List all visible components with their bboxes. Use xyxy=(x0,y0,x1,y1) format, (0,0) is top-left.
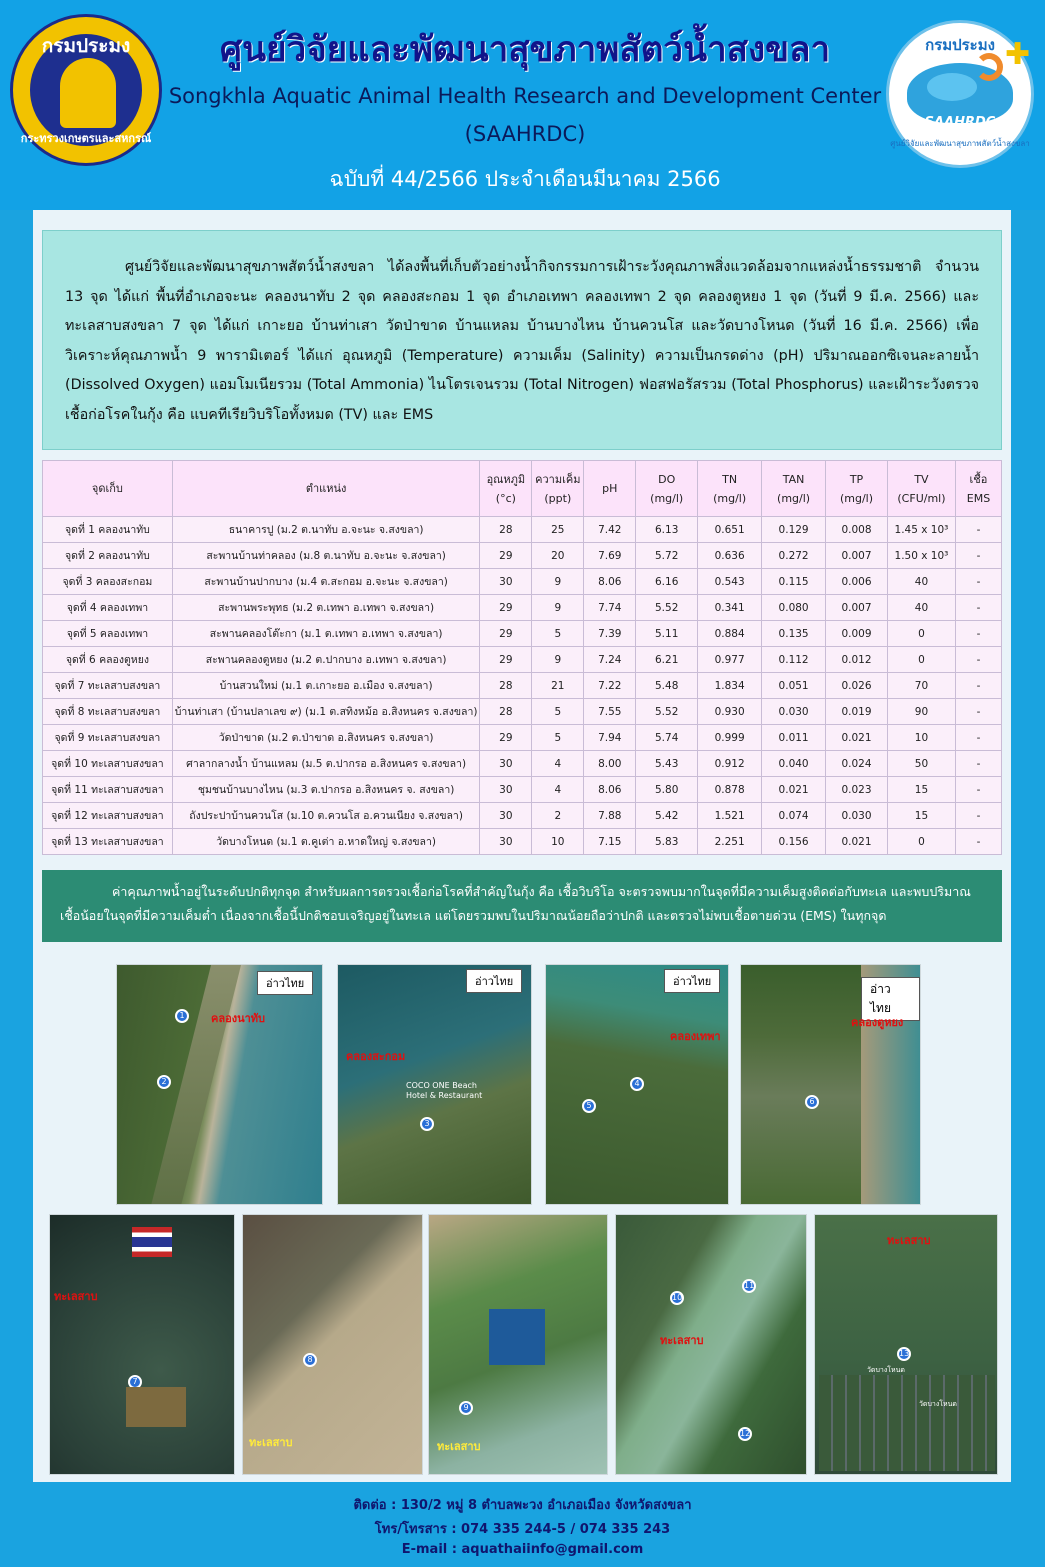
cell-location: ศาลากลางน้ำ บ้านแหลม (ม.5 ต.ปากรอ อ.สิงหนคร จ.สงขลา) xyxy=(172,751,480,777)
cell-ph: 7.55 xyxy=(584,699,636,725)
cell-location: สะพานคลองโต๊ะกา (ม.1 ต.เทพา อ.เทพา จ.สงขลา) xyxy=(172,621,480,647)
gulf-label-3: อ่าวไทย xyxy=(664,969,720,993)
saahrdc-logo xyxy=(886,20,1034,168)
cell-sal: 25 xyxy=(532,517,584,543)
map-khlong-thepha xyxy=(545,964,729,1205)
cell-do: 5.42 xyxy=(636,803,698,829)
site-13-pin: 13 xyxy=(897,1347,911,1361)
cell-tn: 0.878 xyxy=(698,777,762,803)
cell-do: 5.74 xyxy=(636,725,698,751)
cell-sal: 4 xyxy=(532,777,584,803)
cell-tp: 0.009 xyxy=(826,621,888,647)
cell-ph: 7.88 xyxy=(584,803,636,829)
header-temp: อุณหภูมิ (°c) xyxy=(480,461,532,517)
cell-do: 6.21 xyxy=(636,647,698,673)
cell-temp: 30 xyxy=(480,751,532,777)
cell-tn: 0.651 xyxy=(698,517,762,543)
header xyxy=(0,0,1045,210)
cell-location: ชุมชนบ้านบางไหน (ม.3 ต.ปากรอ อ.สิงหนคร จ. สงขลา) xyxy=(172,777,480,803)
shrimp-icon xyxy=(975,53,1003,81)
cell-tp: 0.008 xyxy=(826,517,888,543)
cell-tan: 0.021 xyxy=(762,777,826,803)
cell-temp: 29 xyxy=(480,595,532,621)
cell-ph: 7.15 xyxy=(584,829,636,855)
cell-tn: 0.999 xyxy=(698,725,762,751)
cell-ems: - xyxy=(955,699,1001,725)
cell-temp: 28 xyxy=(480,517,532,543)
cell-tv: 0 xyxy=(887,829,955,855)
footer-phone: โทร/โทรสาร : 074 335 244-5 / 074 335 243 xyxy=(374,1522,671,1537)
logo-right-caption: ศูนย์วิจัยและพัฒนาสุขภาพสัตว์น้ำสงขลา xyxy=(890,139,1030,148)
cell-tp: 0.007 xyxy=(826,595,888,621)
cell-location: วัดบางโหนด (ม.1 ต.คูเต่า อ.หาดใหญ่ จ.สงขลา) xyxy=(172,829,480,855)
gulf-label-2: อ่าวไทย xyxy=(466,969,522,993)
table-row xyxy=(43,751,1002,777)
summary-paragraph: ค่าคุณภาพน้ำอยู่ในระดับปกติทุกจุด สำหรับผลการตรวจเชื้อก่อโรคที่สำคัญในกุ้ง คือ เชื้อวิบริโอ จะตรวจพบมากในจุดที่มีความเค็มสูงติดต่อกับทะเล และพบปริมาณเชื้อน้อยในจุดที่มีความเค็มต่ำ เนื่องจากเชื้อนี้ปกติชอบเจริญอยู่ในทะเล แต่โดยรวมพบในปริมาณน้อยถือว่าปกติ และตรวจไม่พบเชื้อตายด่วน (EMS) ในทุกจุด xyxy=(42,870,1002,942)
cell-tn: 0.912 xyxy=(698,751,762,777)
page-title-thai: ศูนย์วิจัยและพัฒนาสุขภาพสัตว์น้ำสงขลา xyxy=(219,30,831,70)
map-khlong-nathap xyxy=(116,964,323,1205)
flag-icon xyxy=(132,1227,172,1257)
gulf-label-4: อ่าวไทย xyxy=(861,977,920,1021)
issue-number: ฉบับที่ 44/2566 ประจำเดือนมีนาคม 2566 xyxy=(329,167,721,191)
cell-tp: 0.023 xyxy=(826,777,888,803)
water-quality-table xyxy=(42,460,1002,855)
cell-temp: 29 xyxy=(480,647,532,673)
map-khlong-tuyong xyxy=(740,964,921,1205)
cell-site: จุดที่ 8 ทะเลสาบสงขลา xyxy=(43,699,173,725)
cell-tv: 10 xyxy=(887,725,955,751)
poi-label: COCO ONE Beach Hotel & Restaurant xyxy=(406,1081,483,1100)
site-5-pin: 5 xyxy=(582,1099,596,1113)
cell-ems: - xyxy=(955,673,1001,699)
cell-do: 5.52 xyxy=(636,699,698,725)
cell-tv: 15 xyxy=(887,803,955,829)
site-8-pin: 8 xyxy=(303,1353,317,1367)
cell-tan: 0.040 xyxy=(762,751,826,777)
cell-ph: 7.42 xyxy=(584,517,636,543)
cell-tv: 90 xyxy=(887,699,955,725)
cell-do: 5.48 xyxy=(636,673,698,699)
cell-location: ธนาคารปู (ม.2 ต.นาทับ อ.จะนะ จ.สงขลา) xyxy=(172,517,480,543)
cell-sal: 4 xyxy=(532,751,584,777)
cell-ph: 8.06 xyxy=(584,777,636,803)
header-ems: เชื้อ EMS xyxy=(955,461,1001,517)
cell-ems: - xyxy=(955,621,1001,647)
table-row xyxy=(43,569,1002,595)
cell-sal: 10 xyxy=(532,829,584,855)
cell-tp: 0.006 xyxy=(826,569,888,595)
cell-sal: 5 xyxy=(532,621,584,647)
cell-tan: 0.051 xyxy=(762,673,826,699)
cell-do: 5.52 xyxy=(636,595,698,621)
cell-tan: 0.115 xyxy=(762,569,826,595)
department-of-fisheries-logo xyxy=(10,14,162,166)
cell-tp: 0.024 xyxy=(826,751,888,777)
intro-paragraph: ศูนย์วิจัยและพัฒนาสุขภาพสัตว์น้ำสงขลา ได้ลงพื้นที่เก็บตัวอย่างน้ำกิจกรรมการเฝ้าระวังคุณภาพสิ่งแวดล้อมจากแหล่งน้ำธรรมชาติ จำนวน 13 จุด ได้แก่ พื้นที่อำเภอจะนะ คลองนาทับ 2 จุด คลองสะกอม 1 จุด อำเภอเทพา คลองเทพา 2 จุด คลองตูหยง 1 จุด (วันที่ 9 มี.ค. 2566) และทะเลสาบสงขลา 7 จุด ได้แก่ เกาะยอ บ้านท่าเสา วัดป่าขาด บ้านแหลม บ้านบางไหน บ้านควนโส และวัดบางโหนด (วันที่ 16 มี.ค. 2566) เพื่อวิเคราะห์คุณภาพน้ำ 9 พารามิเตอร์ ได้แก่ อุณหภูมิ (Temperature) ความเค็ม (Salinity) ความเป็นกรดด่าง (pH) ปริมาณออกซิเจนละลายน้ำ (Dissolved Oxygen) แอมโมเนียรวม (Total Ammonia) ไนโตรเจนรวม (Total Nitrogen) ฟอสฟอรัสรวม (Total Phosphorus) และเฝ้าระวังตรวจเชื้อก่อโรคในกุ้ง คือ แบคทีเรียวิบริโอทั้งหมด (TV) และ EMS xyxy=(42,230,1002,450)
cell-tp: 0.012 xyxy=(826,647,888,673)
cell-site: จุดที่ 12 ทะเลสาบสงขลา xyxy=(43,803,173,829)
header-location: ตำแหน่ง xyxy=(172,461,480,517)
cell-tv: 0 xyxy=(887,621,955,647)
cell-tn: 0.884 xyxy=(698,621,762,647)
cell-ph: 7.24 xyxy=(584,647,636,673)
cell-site: จุดที่ 10 ทะเลสาบสงขลา xyxy=(43,751,173,777)
cell-site: จุดที่ 9 ทะเลสาบสงขลา xyxy=(43,725,173,751)
cell-tp: 0.030 xyxy=(826,803,888,829)
table-row xyxy=(43,517,1002,543)
cell-location: วัดป่าขาด (ม.2 ต.ป่าขาด อ.สิงหนคร จ.สงขลา) xyxy=(172,725,480,751)
map-label-lake-2: ทะเลสาบ xyxy=(249,1436,293,1449)
cell-do: 5.72 xyxy=(636,543,698,569)
cell-tan: 0.135 xyxy=(762,621,826,647)
cell-location: ถังประปาบ้านควนโส (ม.10 ต.ควนโส อ.ควนเนียง จ.สงขลา) xyxy=(172,803,480,829)
cell-tv: 40 xyxy=(887,569,955,595)
cell-location: สะพานคลองตูหยง (ม.2 ต.ปากบาง อ.เทพา จ.สงขลา) xyxy=(172,647,480,673)
site-4-pin: 4 xyxy=(630,1077,644,1091)
cell-tn: 0.543 xyxy=(698,569,762,595)
header-salinity: ความเค็ม (ppt) xyxy=(532,461,584,517)
cell-tan: 0.011 xyxy=(762,725,826,751)
table-header-row xyxy=(43,461,1002,517)
cell-sal: 5 xyxy=(532,699,584,725)
emblem-icon xyxy=(60,58,116,128)
header-tp: TP (mg/l) xyxy=(826,461,888,517)
cell-tp: 0.021 xyxy=(826,725,888,751)
cell-tan: 0.156 xyxy=(762,829,826,855)
plus-icon: ✚ xyxy=(1005,37,1031,72)
cell-ems: - xyxy=(955,829,1001,855)
cell-do: 5.11 xyxy=(636,621,698,647)
place-label: วัดบางโหนด xyxy=(867,1366,905,1374)
footer-address: ติดต่อ : 130/2 หมู่ 8 ตำบลพะวง อำเภอเมือง จังหวัดสงขลา xyxy=(353,1498,692,1513)
cell-site: จุดที่ 7 ทะเลสาบสงขลา xyxy=(43,673,173,699)
cell-ph: 7.39 xyxy=(584,621,636,647)
cell-ph: 7.69 xyxy=(584,543,636,569)
cell-temp: 29 xyxy=(480,621,532,647)
cell-tan: 0.030 xyxy=(762,699,826,725)
cell-do: 5.80 xyxy=(636,777,698,803)
map-wat-pa-khat xyxy=(428,1214,608,1475)
cell-site: จุดที่ 5 คลองเทพา xyxy=(43,621,173,647)
cell-ph: 8.00 xyxy=(584,751,636,777)
cell-tan: 0.129 xyxy=(762,517,826,543)
cell-do: 6.13 xyxy=(636,517,698,543)
cell-tp: 0.021 xyxy=(826,829,888,855)
site-12-pin: 12 xyxy=(738,1427,752,1441)
cell-tv: 1.45 x 10³ xyxy=(887,517,955,543)
cell-tv: 50 xyxy=(887,751,955,777)
cell-tan: 0.074 xyxy=(762,803,826,829)
map-khlong-sakom xyxy=(337,964,532,1205)
logo-left-top-text: กรมประมง xyxy=(41,35,131,57)
cell-site: จุดที่ 11 ทะเลสาบสงขลา xyxy=(43,777,173,803)
cell-ems: - xyxy=(955,751,1001,777)
map-wat-bang-not xyxy=(814,1214,998,1475)
cell-tan: 0.080 xyxy=(762,595,826,621)
cell-tv: 40 xyxy=(887,595,955,621)
cell-site: จุดที่ 3 คลองสะกอม xyxy=(43,569,173,595)
cell-temp: 30 xyxy=(480,569,532,595)
cell-sal: 9 xyxy=(532,569,584,595)
table-row xyxy=(43,621,1002,647)
map-label-sakom: คลองสะกอม xyxy=(346,1050,406,1063)
cell-location: บ้านท่าเสา (บ้านปลาเลข ๙) (ม.1 ต.สทิงหม้อ อ.สิงหนคร จ.สงขลา) xyxy=(172,699,480,725)
cell-tp: 0.007 xyxy=(826,543,888,569)
cell-tn: 0.930 xyxy=(698,699,762,725)
cell-tv: 70 xyxy=(887,673,955,699)
cell-tv: 1.50 x 10³ xyxy=(887,543,955,569)
cell-do: 5.43 xyxy=(636,751,698,777)
site-9-pin: 9 xyxy=(459,1401,473,1415)
cell-tv: 0 xyxy=(887,647,955,673)
site-6-pin: 6 xyxy=(805,1095,819,1109)
site-2-pin: 2 xyxy=(157,1075,171,1089)
cell-ems: - xyxy=(955,647,1001,673)
cell-location: บ้านสวนใหม่ (ม.1 ต.เกาะยอ อ.เมือง จ.สงขลา) xyxy=(172,673,480,699)
logo-left-bottom-text: กระทรวงเกษตรและสหกรณ์ xyxy=(20,132,152,145)
cell-tv: 15 xyxy=(887,777,955,803)
logo-right-name: SAAHRDC xyxy=(924,115,996,130)
table-row xyxy=(43,803,1002,829)
cell-ems: - xyxy=(955,543,1001,569)
cell-tn: 0.636 xyxy=(698,543,762,569)
cell-ems: - xyxy=(955,777,1001,803)
cell-ems: - xyxy=(955,569,1001,595)
cell-location: สะพานพระพุทธ (ม.2 ต.เทพา อ.เทพา จ.สงขลา) xyxy=(172,595,480,621)
cell-tn: 0.977 xyxy=(698,647,762,673)
cell-temp: 30 xyxy=(480,777,532,803)
cell-tp: 0.026 xyxy=(826,673,888,699)
table-row xyxy=(43,673,1002,699)
cell-site: จุดที่ 4 คลองเทพา xyxy=(43,595,173,621)
cell-ph: 7.74 xyxy=(584,595,636,621)
header-do: DO (mg/l) xyxy=(636,461,698,517)
site-7-pin: 7 xyxy=(128,1375,142,1389)
cell-sal: 9 xyxy=(532,595,584,621)
table-row xyxy=(43,829,1002,855)
cell-temp: 30 xyxy=(480,803,532,829)
cell-sal: 9 xyxy=(532,647,584,673)
cell-temp: 28 xyxy=(480,699,532,725)
table-row xyxy=(43,777,1002,803)
cell-site: จุดที่ 1 คลองนาทับ xyxy=(43,517,173,543)
map-ban-laem-bang-nai-khuan-so xyxy=(615,1214,807,1475)
map-label-tuyong: คลองตูหยง xyxy=(851,1016,904,1029)
cell-ems: - xyxy=(955,595,1001,621)
map-label-lake-3: ทะเลสาบ xyxy=(437,1440,481,1453)
cell-tn: 1.834 xyxy=(698,673,762,699)
site-11-pin: 11 xyxy=(742,1279,756,1293)
header-ph: pH xyxy=(584,461,636,517)
cell-tn: 2.251 xyxy=(698,829,762,855)
cell-sal: 20 xyxy=(532,543,584,569)
table-row xyxy=(43,543,1002,569)
cell-location: สะพานบ้านปากบาง (ม.4 ต.สะกอม อ.จะนะ จ.สงขลา) xyxy=(172,569,480,595)
header-tv: TV (CFU/ml) xyxy=(887,461,955,517)
table-row xyxy=(43,725,1002,751)
cell-site: จุดที่ 13 ทะเลสาบสงขลา xyxy=(43,829,173,855)
cell-do: 5.83 xyxy=(636,829,698,855)
table-row xyxy=(43,699,1002,725)
site-10-pin: 10 xyxy=(670,1291,684,1305)
cell-ph: 7.22 xyxy=(584,673,636,699)
map-label-lake-1: ทะเลสาบ xyxy=(54,1290,98,1303)
cell-ph: 8.06 xyxy=(584,569,636,595)
cell-site: จุดที่ 6 คลองตูหยง xyxy=(43,647,173,673)
fish-icon xyxy=(927,73,977,101)
cell-location: สะพานบ้านท่าคลอง (ม.8 ต.นาทับ อ.จะนะ จ.สงขลา) xyxy=(172,543,480,569)
gulf-label: อ่าวไทย xyxy=(257,971,313,995)
map-label-nathap: คลองนาทับ xyxy=(211,1012,266,1025)
cell-temp: 30 xyxy=(480,829,532,855)
cell-temp: 28 xyxy=(480,673,532,699)
cell-ems: - xyxy=(955,517,1001,543)
header-tn: TN (mg/l) xyxy=(698,461,762,517)
map-ko-yo xyxy=(49,1214,235,1475)
cell-temp: 29 xyxy=(480,543,532,569)
cell-site: จุดที่ 2 คลองนาทับ xyxy=(43,543,173,569)
site-1-pin: 1 xyxy=(175,1009,189,1023)
footer-email[interactable]: E-mail : aquathaiinfo@gmail.com xyxy=(401,1542,644,1557)
page-title-english: Songkhla Aquatic Animal Health Research and Development Center xyxy=(168,84,882,108)
header-tan: TAN (mg/l) xyxy=(762,461,826,517)
logo-right-top-text: กรมประมง xyxy=(925,36,995,54)
map-label-lake-4: ทะเลสาบ xyxy=(660,1334,704,1347)
cell-tan: 0.112 xyxy=(762,647,826,673)
cell-do: 6.16 xyxy=(636,569,698,595)
page-title-abbreviation: (SAAHRDC) xyxy=(464,122,586,146)
cell-sal: 21 xyxy=(532,673,584,699)
cell-tan: 0.272 xyxy=(762,543,826,569)
cell-sal: 5 xyxy=(532,725,584,751)
table-row xyxy=(43,647,1002,673)
map-label-lake-5: ทะเลสาบ xyxy=(887,1234,931,1247)
cell-ems: - xyxy=(955,803,1001,829)
map-label-thepha: คลองเทพา xyxy=(670,1030,721,1043)
cell-ph: 7.94 xyxy=(584,725,636,751)
cell-tn: 0.341 xyxy=(698,595,762,621)
site-3-pin: 3 xyxy=(420,1117,434,1131)
cell-tn: 1.521 xyxy=(698,803,762,829)
table-row xyxy=(43,595,1002,621)
cell-tp: 0.019 xyxy=(826,699,888,725)
place-label-2: วัดบางโหนด xyxy=(919,1400,957,1408)
cell-ems: - xyxy=(955,725,1001,751)
cell-temp: 29 xyxy=(480,725,532,751)
map-ban-tha-sao xyxy=(242,1214,423,1475)
header-site: จุดเก็บ xyxy=(43,461,173,517)
footer xyxy=(0,1482,1045,1567)
cell-sal: 2 xyxy=(532,803,584,829)
